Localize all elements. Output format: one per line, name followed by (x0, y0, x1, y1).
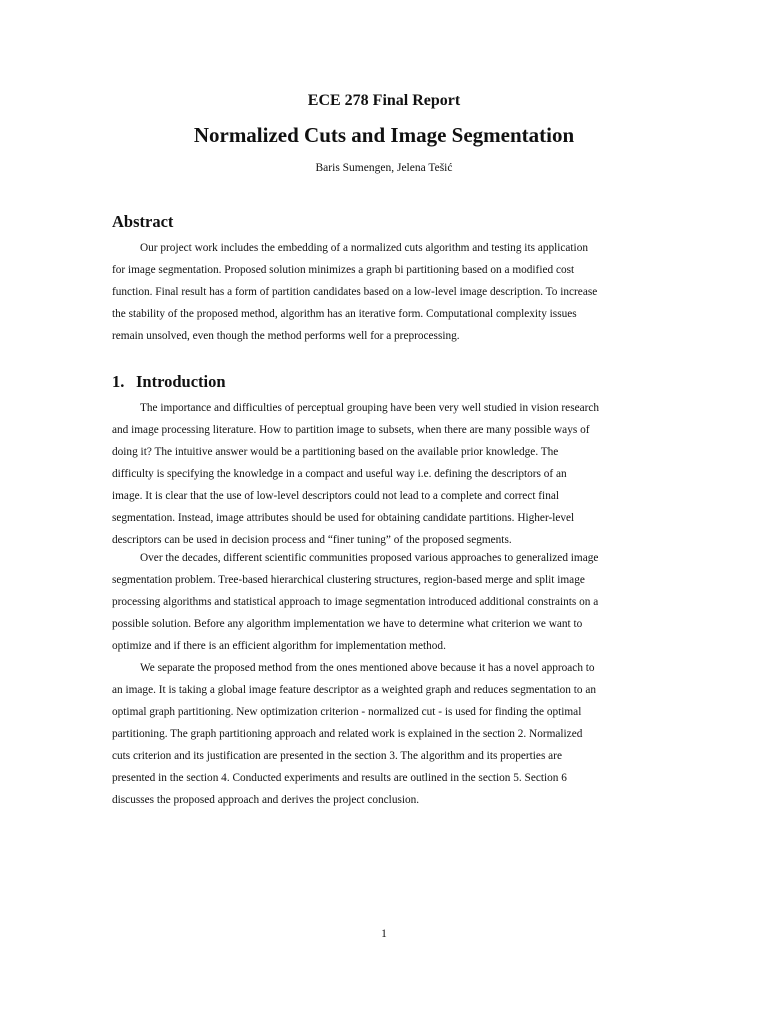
abstract-paragraph (112, 237, 660, 347)
paragraph-line: doing it? The intuitive answer would be a partitioning based on the available prior knowledge. The (112, 446, 559, 458)
course-label: ECE 278 Final Report (307, 92, 461, 109)
paragraph-line: image. It is clear that the use of low-level descriptors could not lead to a complete and correct final (112, 490, 559, 502)
paper-title: Normalized Cuts and Image Segmentation (193, 123, 575, 147)
paragraph-line: descriptors can be used in decision process and “finer tuning” of the proposed segments. (112, 534, 512, 546)
paragraph-line: presented in the section 4. Conducted experiments and results are outlined in the section 5. Section 6 (112, 772, 567, 784)
paragraph-line: difficulty is specifying the knowledge in a compact and useful way i.e. defining the descriptors of an (112, 468, 567, 480)
abstract-heading: Abstract (112, 212, 174, 231)
abstract-line: the stability of the proposed method, algorithm has an iterative form. Computational complexity issues (112, 308, 577, 320)
introduction-paragraph-1 (112, 397, 660, 551)
abstract-line: remain unsolved, even though the method performs well for a preprocessing. (112, 330, 460, 342)
section-title: Introduction (136, 372, 226, 391)
paragraph-line: optimize and if there is an efficient algorithm for implementation method. (112, 640, 446, 652)
introduction-paragraph-3 (112, 657, 660, 811)
paragraph-line: The importance and difficulties of perceptual grouping have been very well studied in vision research (140, 402, 600, 414)
paragraph-line: segmentation problem. Tree-based hierarchical clustering structures, region-based merge and split image (112, 574, 585, 586)
paragraph-line: partitioning. The graph partitioning approach and related work is explained in the section 2. Normalized (112, 728, 583, 740)
paragraph-line: an image. It is taking a global image feature descriptor as a weighted graph and reduces segmentation to an (112, 684, 597, 696)
section-number: 1. (112, 372, 125, 391)
introduction-paragraph-2 (112, 547, 660, 657)
paragraph-line: segmentation. Instead, image attributes should be used for obtaining candidate partitions. Higher-level (112, 512, 575, 524)
abstract-line: Our project work includes the embedding of a normalized cuts algorithm and testing its application (140, 242, 588, 254)
page-number: 1 (381, 928, 387, 940)
introduction-heading (112, 371, 226, 393)
paragraph-line: possible solution. Before any algorithm implementation we have to determine what criterion we want to (112, 618, 583, 630)
author-list: Baris Sumengen, Jelena Tešić (315, 162, 453, 174)
abstract-line: for image segmentation. Proposed solution minimizes a graph bi partitioning based on a modified cost (112, 264, 575, 276)
paragraph-line: discusses the proposed approach and derives the project conclusion. (112, 794, 420, 806)
paragraph-line: and image processing literature. How to partition image to subsets, when there are many possible ways of (112, 424, 590, 436)
paragraph-line: Over the decades, different scientific communities proposed various approaches to generalized image (140, 552, 599, 564)
paragraph-line: optimal graph partitioning. New optimization criterion - normalized cut - is used for finding the optimal (112, 706, 582, 718)
paragraph-line: cuts criterion and its justification are presented in the section 3. The algorithm and its properties are (112, 750, 562, 762)
abstract-line: function. Final result has a form of partition candidates based on a low-level image description. To increase (112, 286, 598, 298)
paragraph-line: We separate the proposed method from the ones mentioned above because it has a novel approach to (140, 662, 595, 674)
paragraph-line: processing algorithms and statistical approach to image segmentation introduced additional constraints on a (112, 596, 599, 608)
